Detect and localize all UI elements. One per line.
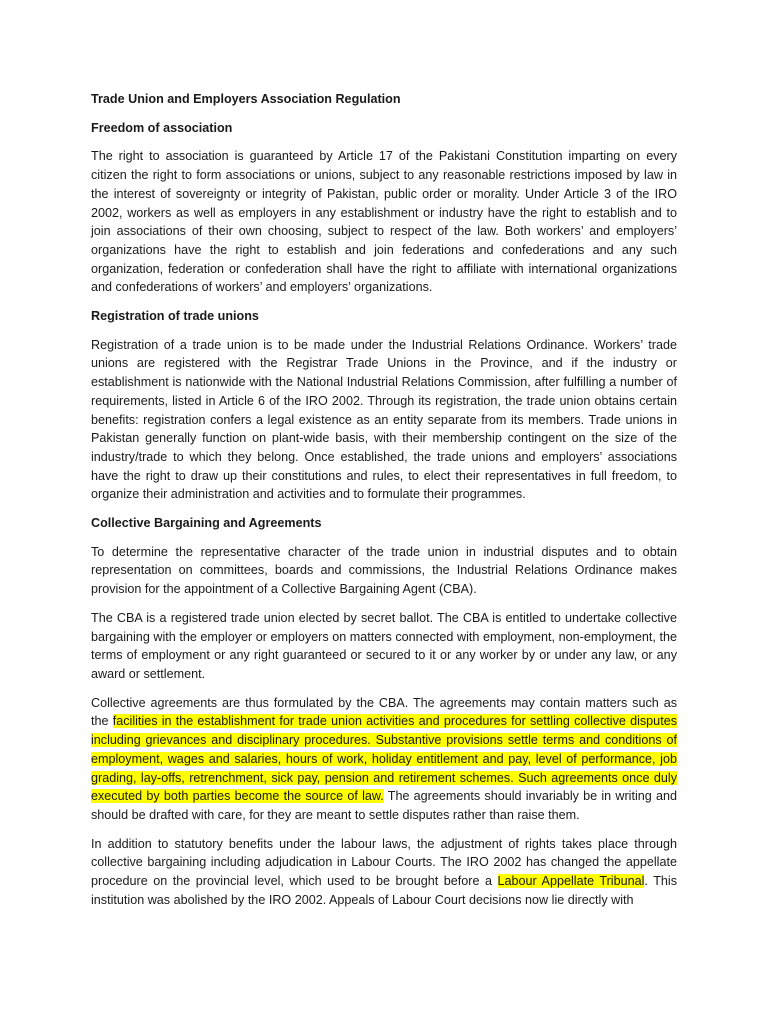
section-heading-freedom: Freedom of association [91,120,233,135]
paragraph-registration: Registration of a trade union is to be made under the Industrial Relations Ordinance. Workers’ trade unions are registered with the Registrar Trade Unions in the Province, and if the industry or establishment is nationwide with the National Industrial Relations Commission, after fulfilling a number of requirements, listed in Article 6 of the IRO 2002. Through its registration, the trade union obtains certain benefits: registration confers a legal existence as an entity separate from its members. Trade unions in Pakistan generally function on plant-wide basis, with their membership contingent on the size of the industry/trade to which they belong. Once established, the trade unions and employers’ associations have the right to draw up their constitutions and rules, to elect their representatives in full freedom, to organize their administration and activities and to formulate their programmes. [91,337,677,502]
paragraph-cba-definition: The CBA is a registered trade union elected by secret ballot. The CBA is entitled to undertake collective bargaining with the employer or employers on matters connected with employment, non-employment, the terms of employment or any right guaranteed or secured to it or any worker by or under any law, or any award or settlement. [91,610,677,681]
paragraph-agreements [91,694,677,825]
document-page [91,90,677,919]
adjudication-text-end: . This institution was abolished by the IRO 2002. Appeals of Labour Court decisions now lie directly with [91,874,677,907]
agreements-text-start: Collective agreements are thus formulated by the CBA. The agreements may contain matters such as the [91,695,677,729]
highlighted-text-agreements: facilities in the establishment for trade union activities and procedures for settling collective disputes including grievances and disciplinary procedures. Substantive provisions settle terms and conditions of employment, wages and salaries, hours of work, holiday entitlement and pay, level of performance, job grading, lay-offs, retrenchment, sick pay, pension and retirement schemes. Such agreements once duly executed by both parties become the source of law. [91,714,677,804]
adjudication-text-start: In addition to statutory benefits under the labour laws, the adjustment of rights takes place through collective bargaining including adjudication in Labour Courts. The IRO 2002 has changed the appellate procedure on the provincial level, which used to be brought before a [91,836,677,889]
paragraph-freedom: The right to association is guaranteed by Article 17 of the Pakistani Constitution imparting on every citizen the right to form associations or unions, subject to any reasonable restrictions imposed by law in the interest of sovereignty or integrity of Pakistan, public order or morality. Under Article 3 of the IRO 2002, workers as well as employers in any establishment or industry have the right to establish and to join associations of their own choosing, subject to respect of the law. Both workers’ and employers’ organizations have the right to establish and join federations and confederations and any such organization, federation or confederation shall have the right to affiliate with international organizations and confederations of workers’ and employers’ organizations. [91,149,677,295]
agreements-text-end: The agreements should invariably be in writing and should be drafted with care, for they are meant to settle disputes rather than raise them. [91,789,677,822]
paragraph-cba-appointment: To determine the representative character of the trade union in industrial disputes and to obtain representation on committees, boards and commissions, the Industrial Relations Ordinance makes provision for the appointment of a Collective Bargaining Agent (CBA). [91,544,677,597]
paragraph-adjudication [91,835,677,910]
document-title: Trade Union and Employers Association Regulation [91,92,401,106]
section-heading-registration: Registration of trade unions [91,309,259,324]
highlighted-text-tribunal: Labour Appellate Tribunal [497,874,645,889]
section-heading-collective-bargaining: Collective Bargaining and Agreements [91,516,322,531]
